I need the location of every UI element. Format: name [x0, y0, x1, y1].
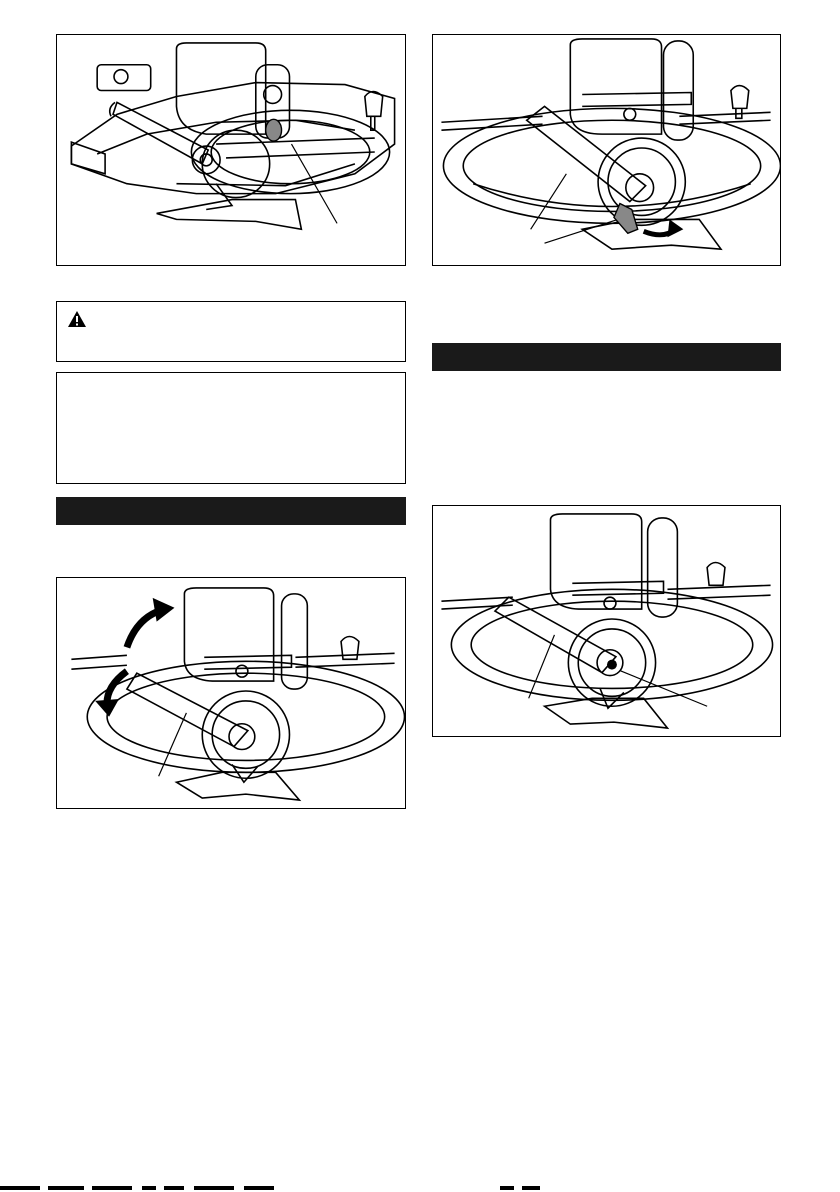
footer-cutoff-text: [0, 1183, 840, 1192]
figure-lock-lever-release: [432, 34, 781, 266]
miter-saw-illustration: [57, 35, 405, 265]
figure-handle-rotate: [56, 577, 406, 809]
section-heading-bar: [56, 497, 406, 525]
section-heading-bar: [432, 343, 781, 371]
warning-box: [56, 301, 406, 362]
miter-saw-illustration: [433, 506, 780, 736]
miter-saw-illustration: [433, 35, 780, 265]
figure-handle-bolt: [432, 505, 781, 737]
note-box: [56, 372, 406, 484]
warning-triangle-icon: [67, 310, 87, 328]
figure-miter-lock-knob: [56, 34, 406, 266]
miter-saw-illustration: [57, 578, 405, 808]
